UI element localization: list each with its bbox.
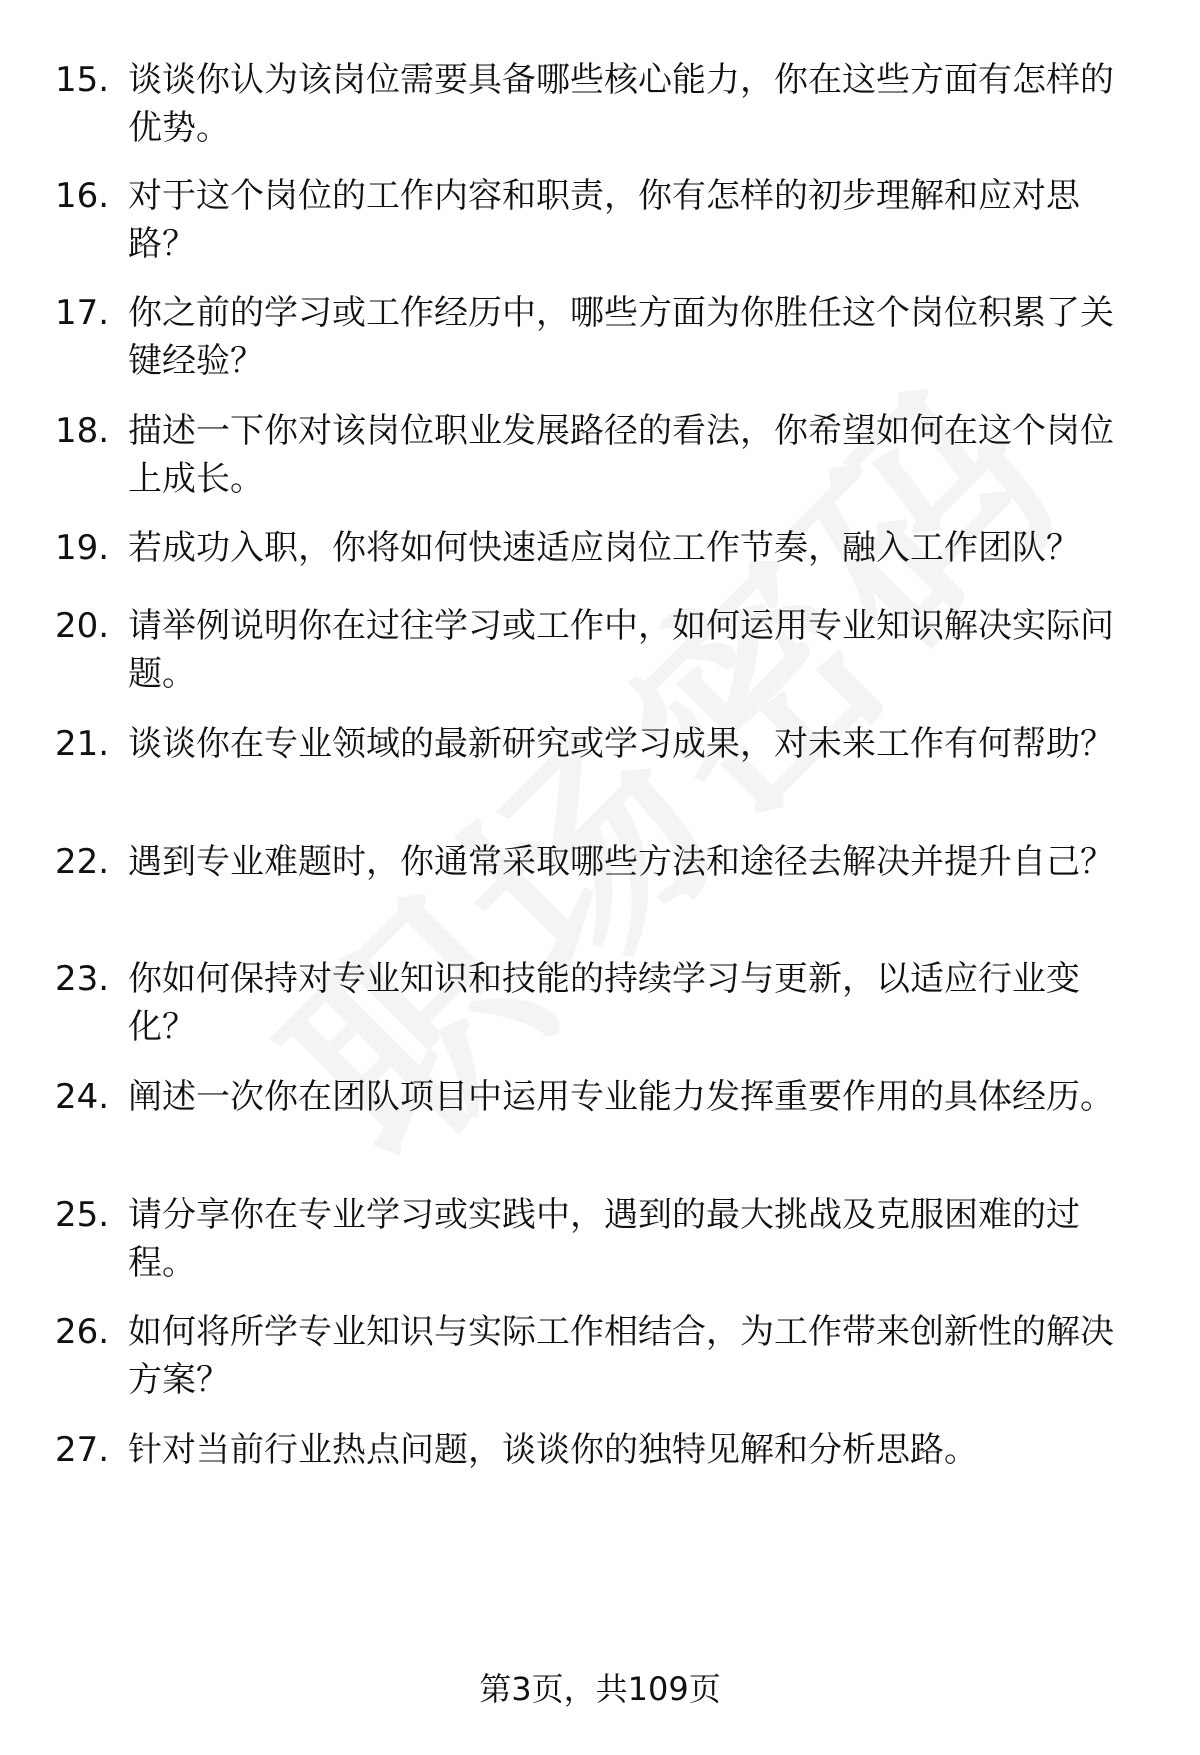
page-footer: 第3页，共109页 <box>479 1670 721 1708</box>
question-number: 23. <box>55 959 110 999</box>
question-text: 描述一下你对该岗位职业发展路径的看法，你希望如何在这个岗位上成长。 <box>128 411 1114 499</box>
question-text: 阐述一次你在团队项目中运用专业能力发挥重要作用的具体经历。 <box>128 1077 1114 1117</box>
question-text: 你之前的学习或工作经历中，哪些方面为你胜任这个岗位积累了关键经验？ <box>128 293 1114 381</box>
question-number: 26. <box>55 1312 110 1352</box>
question-text: 请分享你在专业学习或实践中，遇到的最大挑战及克服困难的过程。 <box>128 1195 1080 1283</box>
question-text: 如何将所学专业知识与实际工作相结合，为工作带来创新性的解决方案？ <box>128 1312 1114 1400</box>
question-number: 24. <box>55 1077 110 1117</box>
question-number: 17. <box>55 293 110 333</box>
question-number: 16. <box>55 176 110 216</box>
question-number: 20. <box>55 606 110 646</box>
question-number: 22. <box>55 842 110 882</box>
question-text: 针对当前行业热点问题，谈谈你的独特见解和分析思路。 <box>128 1430 978 1470</box>
question-text: 你如何保持对专业知识和技能的持续学习与更新，以适应行业变化？ <box>128 959 1080 1047</box>
question-number: 15. <box>55 60 110 100</box>
question-text: 对于这个岗位的工作内容和职责，你有怎样的初步理解和应对思路？ <box>128 176 1080 264</box>
question-text: 谈谈你认为该岗位需要具备哪些核心能力，你在这些方面有怎样的优势。 <box>128 60 1114 148</box>
question-text: 谈谈你在专业领域的最新研究或学习成果，对未来工作有何帮助？ <box>128 724 1114 764</box>
question-number: 21. <box>55 724 110 764</box>
question-number: 19. <box>55 528 110 568</box>
question-text: 遇到专业难题时，你通常采取哪些方法和途径去解决并提升自己？ <box>128 842 1114 882</box>
question-number: 18. <box>55 411 110 451</box>
question-text: 若成功入职，你将如何快速适应岗位工作节奏，融入工作团队？ <box>128 528 1080 568</box>
question-number: 25. <box>55 1195 110 1235</box>
question-number: 27. <box>55 1430 110 1470</box>
question-text: 请举例说明你在过往学习或工作中，如何运用专业知识解决实际问题。 <box>128 606 1114 694</box>
